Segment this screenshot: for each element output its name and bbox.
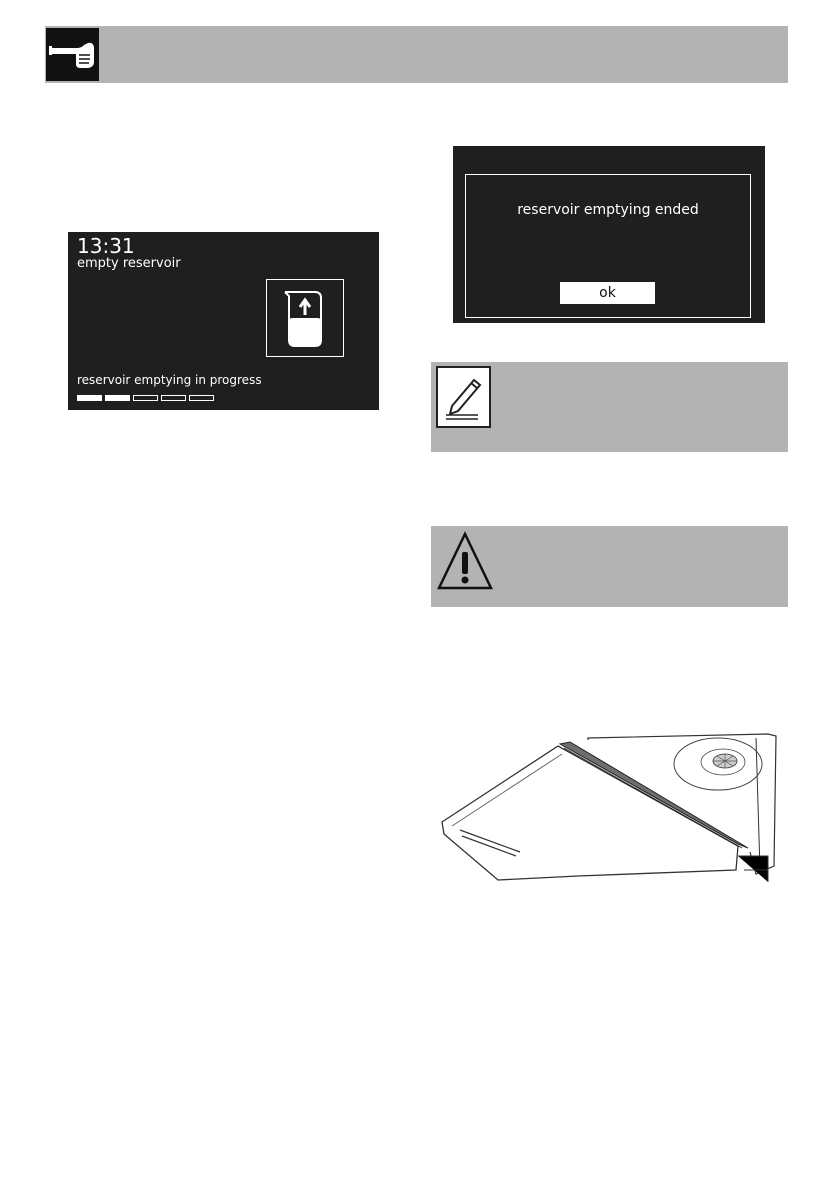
progress-segment <box>105 395 130 401</box>
pencil-note-icon <box>436 366 491 428</box>
dialog-frame <box>465 174 751 318</box>
screen-title: empty reservoir <box>77 256 181 271</box>
progress-segment <box>133 395 158 401</box>
status-text: reservoir emptying in progress <box>77 373 262 387</box>
clock-time: 13:31 <box>77 234 135 258</box>
progress-segment <box>189 395 214 401</box>
warning-box <box>431 526 788 607</box>
warning-triangle-icon <box>436 530 494 592</box>
oven-door-gasket-illustration <box>438 730 783 882</box>
note-box <box>431 362 788 452</box>
dialog-message: reservoir emptying ended <box>517 202 699 218</box>
display-emptying-ended <box>453 146 765 323</box>
progress-segment <box>77 395 102 401</box>
pointing-hand-icon <box>46 28 99 81</box>
reservoir-arrow-up-icon <box>266 279 344 357</box>
ok-button[interactable]: ok <box>560 282 655 304</box>
display-empty-reservoir <box>68 232 379 410</box>
header-bar <box>45 26 788 83</box>
progress-segment <box>161 395 186 401</box>
